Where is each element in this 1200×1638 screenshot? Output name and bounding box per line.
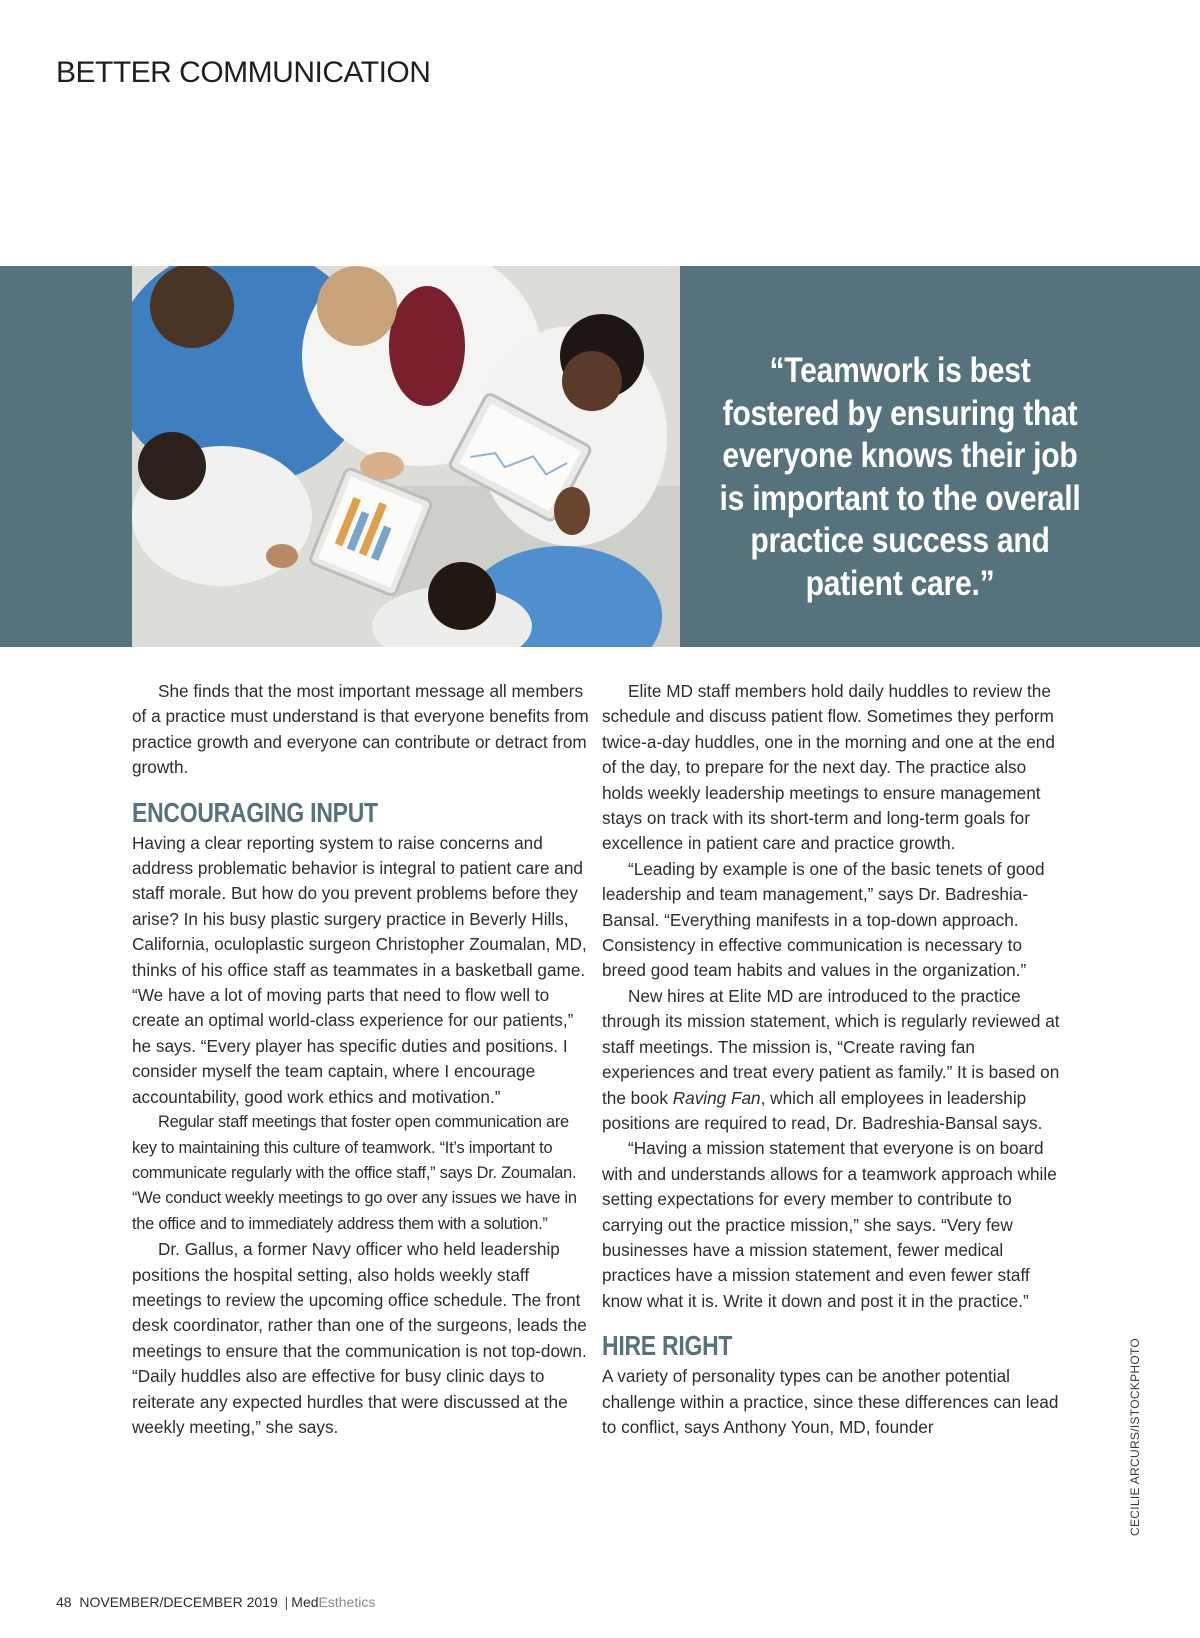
footer-separator: | — [284, 1594, 289, 1610]
right-column — [602, 679, 1062, 1440]
section-label: BETTER COMMUNICATION — [56, 56, 431, 89]
left-column — [132, 679, 592, 1440]
right-paragraph-3 — [602, 984, 1062, 1136]
page-number: 48 — [56, 1594, 72, 1610]
heading-encouraging-input: ENCOURAGING INPUT — [132, 796, 378, 828]
right-paragraph-3-start: New hires at Elite MD are introduced to the practice through its mission statement, which is regularly reviewed at staff meetings. The mission is, “Create raving fan experiences and treat every patient as family.” It is based on the book — [602, 985, 1060, 1108]
team-photo — [132, 266, 680, 647]
right-paragraph-5: A variety of personality types can be another potential challenge within a practice, since these differences can lead to conflict, says Anthony Youn, MD, founder — [602, 1366, 1059, 1437]
left-paragraph-4: Dr. Gallus, a former Navy officer who held leadership positions the hospital setting, also holds weekly staff meetings to review the upcoming office schedule. The front desk coordinator, rather than one of the surgeons, leads the meetings to ensure that the communication is not top-down. “Daily huddles also are effective for busy clinic days to reiterate any expected hurdles that were discussed at the weekly meeting,” she says. — [132, 1239, 587, 1437]
issue-date: NOVEMBER/DECEMBER 2019 — [79, 1594, 278, 1610]
left-paragraph-1: She finds that the most important message all members of a practice must understand is that everyone benefits from practice growth and everyone can contribute or detract from growth. — [132, 681, 589, 778]
right-paragraph-1: Elite MD staff members hold daily huddles to review the schedule and discuss patient flow. Sometimes they perform twice-a-day huddles, one in the morning and one at the end of the day, to prepare for the next day. The practice also holds weekly leadership meetings to ensure management stays on track with its short-term and long-term goals for excellence in patient care and practice growth. — [602, 681, 1055, 854]
left-paragraph-3: Regular staff meetings that foster open communication are key to maintaining this culture of teamwork. “It’s important to communicate regularly with the office staff,” says Dr. Zoumalan. “We conduct weekly meetings to go over any issues we have in the office and to immediately address them with a solution.” — [132, 1113, 577, 1233]
right-paragraph-3-end: , which all employees in leadership positions are required to read, Dr. Badreshia-Bansal says. — [602, 1087, 1043, 1133]
team-photo-illustration — [132, 266, 680, 647]
pull-quote: “Teamwork is best fostered by ensuring that everyone knows their job is important to the overall practice success and patient care.” — [719, 351, 1081, 603]
left-paragraph-2: Having a clear reporting system to raise concerns and address problematic behavior is integral to patient care and staff morale. But how do you prevent problems before they arise? In his busy plastic surgery practice in Beverly Hills, California, oculoplastic surgeon Christopher Zoumalan, MD, thinks of his office staff as teammates in a basketball game. “We have a lot of moving parts that need to flow well to create an optimal world-class experience for our patients,” he says. “Every player has specific duties and positions. I consider myself the team captain, where I encourage accountability, good work ethics and motivation.” — [132, 832, 587, 1107]
book-title: Raving Fan — [672, 1087, 761, 1108]
page-footer — [56, 1594, 375, 1610]
photo-credit: CECILIE ARCURS/ISTOCKPHOTO — [1128, 1337, 1142, 1536]
brand-med: Med — [291, 1594, 319, 1610]
right-paragraph-2: “Leading by example is one of the basic tenets of good leadership and team management,” says Dr. Badreshia-Bansal. “Everything manifests in a top-down approach. Consistency in effective communication is necessary to breed good team habits and values in the organization.” — [602, 858, 1045, 981]
right-paragraph-4: “Having a mission statement that everyone is on board with and understands allows for a teamwork approach while setting expectations for every member to contribute to carrying out the practice mission,” she says. “Very few businesses have a mission statement, fewer medical practices have a mission statement and even fewer staff know what it is. Write it down and post it in the practice.” — [602, 1138, 1057, 1311]
heading-hire-right: HIRE RIGHT — [602, 1330, 733, 1362]
brand-esthetics: Esthetics — [318, 1594, 376, 1610]
